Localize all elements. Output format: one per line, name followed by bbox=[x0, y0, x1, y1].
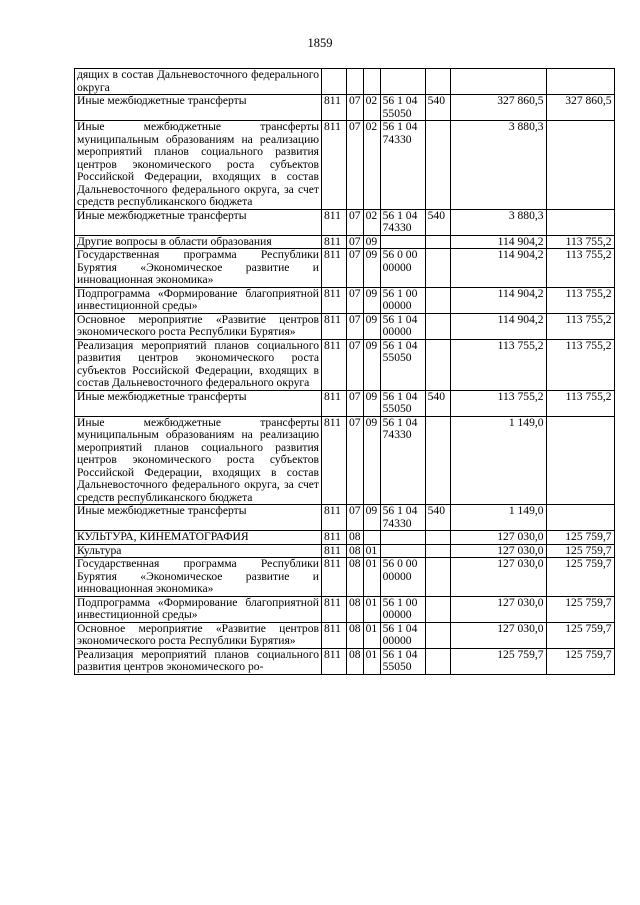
section-code-cell: 07 bbox=[347, 209, 364, 235]
row-name-cell: Иные межбюджетные трансферты bbox=[75, 209, 322, 235]
section-code-cell: 08 bbox=[347, 648, 364, 674]
expense-type-cell bbox=[425, 531, 450, 545]
amount-year1-cell: 114 904,2 bbox=[450, 235, 546, 249]
expense-type-cell: 540 bbox=[425, 390, 450, 416]
amount-year1-cell: 3 880,3 bbox=[450, 209, 546, 235]
subsection-code-cell bbox=[363, 69, 380, 95]
admin-code-cell: 811 bbox=[322, 339, 347, 390]
target-article-cell: 56 0 00 00000 bbox=[380, 249, 425, 288]
row-name-cell: Государственная программа Республики Бурятия «Экономическое развитие и инновационная экономика» bbox=[75, 558, 322, 597]
row-name-cell: Иные межбюджетные трансферты муниципальным образованиям на реализацию мероприятий планов социального развития центров экономического роста субъектов Российской Федерации, входящих в состав Дальневосточного федерального округа, за счет средств республиканского бюджета bbox=[75, 121, 322, 210]
expense-type-cell: 540 bbox=[425, 95, 450, 121]
table-row bbox=[75, 505, 615, 531]
target-article-cell: 56 1 04 74330 bbox=[380, 121, 425, 210]
table-row bbox=[75, 390, 615, 416]
expense-type-cell: 540 bbox=[425, 209, 450, 235]
budget-table bbox=[74, 68, 615, 675]
section-code-cell: 07 bbox=[347, 313, 364, 339]
expense-type-cell bbox=[425, 121, 450, 210]
row-name-cell: Иные межбюджетные трансферты муниципальным образованиям на реализацию мероприятий планов социального развития центров экономического роста субъектов Российской Федерации, входящих в состав Дальневосточного федерального округа, за счет средств республиканского бюджета bbox=[75, 416, 322, 505]
row-name-cell: дящих в состав Дальневосточного федерального округа bbox=[75, 69, 322, 95]
amount-year2-cell: 113 755,2 bbox=[546, 287, 614, 313]
target-article-cell: 56 1 04 74330 bbox=[380, 209, 425, 235]
row-name-cell: Основное мероприятие «Развитие центров экономического роста Республики Бурятия» bbox=[75, 622, 322, 648]
table-row bbox=[75, 544, 615, 558]
target-article-cell bbox=[380, 235, 425, 249]
admin-code-cell: 811 bbox=[322, 648, 347, 674]
subsection-code-cell: 01 bbox=[363, 596, 380, 622]
amount-year2-cell bbox=[546, 416, 614, 505]
expense-type-cell bbox=[425, 313, 450, 339]
expense-type-cell bbox=[425, 249, 450, 288]
amount-year1-cell: 114 904,2 bbox=[450, 249, 546, 288]
amount-year2-cell: 125 759,7 bbox=[546, 544, 614, 558]
amount-year1-cell: 127 030,0 bbox=[450, 558, 546, 597]
admin-code-cell: 811 bbox=[322, 287, 347, 313]
section-code-cell: 07 bbox=[347, 287, 364, 313]
row-name-cell: Иные межбюджетные трансферты bbox=[75, 390, 322, 416]
section-code-cell: 08 bbox=[347, 622, 364, 648]
target-article-cell: 56 1 04 00000 bbox=[380, 313, 425, 339]
table-row bbox=[75, 209, 615, 235]
admin-code-cell: 811 bbox=[322, 531, 347, 545]
subsection-code-cell: 02 bbox=[363, 95, 380, 121]
expense-type-cell bbox=[425, 558, 450, 597]
target-article-cell: 56 1 04 55050 bbox=[380, 339, 425, 390]
expense-type-cell: 540 bbox=[425, 505, 450, 531]
admin-code-cell: 811 bbox=[322, 249, 347, 288]
subsection-code-cell: 09 bbox=[363, 235, 380, 249]
target-article-cell: 56 1 04 00000 bbox=[380, 622, 425, 648]
admin-code-cell: 811 bbox=[322, 505, 347, 531]
amount-year2-cell: 113 755,2 bbox=[546, 249, 614, 288]
target-article-cell: 56 0 00 00000 bbox=[380, 558, 425, 597]
section-code-cell: 08 bbox=[347, 531, 364, 545]
admin-code-cell: 811 bbox=[322, 596, 347, 622]
table-row bbox=[75, 121, 615, 210]
expense-type-cell bbox=[425, 416, 450, 505]
subsection-code-cell: 09 bbox=[363, 313, 380, 339]
table-row bbox=[75, 69, 615, 95]
section-code-cell: 07 bbox=[347, 249, 364, 288]
row-name-cell: Подпрограмма «Формирование благоприятной инвестиционной среды» bbox=[75, 287, 322, 313]
row-name-cell: Иные межбюджетные трансферты bbox=[75, 95, 322, 121]
subsection-code-cell: 01 bbox=[363, 558, 380, 597]
amount-year2-cell: 125 759,7 bbox=[546, 558, 614, 597]
admin-code-cell: 811 bbox=[322, 121, 347, 210]
amount-year1-cell: 127 030,0 bbox=[450, 622, 546, 648]
amount-year1-cell: 3 880,3 bbox=[450, 121, 546, 210]
expense-type-cell bbox=[425, 235, 450, 249]
table-row bbox=[75, 416, 615, 505]
page-number: 1859 bbox=[307, 36, 333, 50]
amount-year1-cell: 127 030,0 bbox=[450, 544, 546, 558]
section-code-cell: 07 bbox=[347, 390, 364, 416]
row-name-cell: Реализация мероприятий планов социального развития центров экономического роста субъектов Российской Федерации, входящих в состав Дальневосточного федерального округа bbox=[75, 339, 322, 390]
target-article-cell bbox=[380, 544, 425, 558]
expense-type-cell bbox=[425, 287, 450, 313]
subsection-code-cell: 09 bbox=[363, 249, 380, 288]
section-code-cell: 08 bbox=[347, 558, 364, 597]
section-code-cell: 07 bbox=[347, 505, 364, 531]
table-row bbox=[75, 596, 615, 622]
amount-year2-cell bbox=[546, 209, 614, 235]
subsection-code-cell: 02 bbox=[363, 121, 380, 210]
amount-year1-cell: 127 030,0 bbox=[450, 531, 546, 545]
subsection-code-cell: 01 bbox=[363, 648, 380, 674]
subsection-code-cell: 09 bbox=[363, 390, 380, 416]
amount-year1-cell: 127 030,0 bbox=[450, 596, 546, 622]
row-name-cell: Реализация мероприятий планов социального развития центров экономического ро- bbox=[75, 648, 322, 674]
table-row bbox=[75, 313, 615, 339]
target-article-cell: 56 1 00 00000 bbox=[380, 596, 425, 622]
expense-type-cell bbox=[425, 544, 450, 558]
target-article-cell: 56 1 04 74330 bbox=[380, 505, 425, 531]
admin-code-cell: 811 bbox=[322, 235, 347, 249]
amount-year1-cell: 125 759,7 bbox=[450, 648, 546, 674]
table-row bbox=[75, 558, 615, 597]
admin-code-cell: 811 bbox=[322, 209, 347, 235]
amount-year2-cell: 125 759,7 bbox=[546, 648, 614, 674]
amount-year2-cell bbox=[546, 121, 614, 210]
amount-year1-cell bbox=[450, 69, 546, 95]
amount-year2-cell: 113 755,2 bbox=[546, 339, 614, 390]
section-code-cell: 08 bbox=[347, 596, 364, 622]
amount-year1-cell: 327 860,5 bbox=[450, 95, 546, 121]
row-name-cell: Подпрограмма «Формирование благоприятной инвестиционной среды» bbox=[75, 596, 322, 622]
section-code-cell: 07 bbox=[347, 95, 364, 121]
subsection-code-cell: 09 bbox=[363, 505, 380, 531]
table-row bbox=[75, 235, 615, 249]
amount-year2-cell: 125 759,7 bbox=[546, 531, 614, 545]
amount-year1-cell: 1 149,0 bbox=[450, 416, 546, 505]
amount-year2-cell: 113 755,2 bbox=[546, 235, 614, 249]
expense-type-cell bbox=[425, 339, 450, 390]
target-article-cell bbox=[380, 69, 425, 95]
row-name-cell: Государственная программа Республики Бурятия «Экономическое развитие и инновационная экономика» bbox=[75, 249, 322, 288]
admin-code-cell bbox=[322, 69, 347, 95]
row-name-cell: КУЛЬТУРА, КИНЕМАТОГРАФИЯ bbox=[75, 531, 322, 545]
target-article-cell: 56 1 04 55050 bbox=[380, 390, 425, 416]
subsection-code-cell: 09 bbox=[363, 416, 380, 505]
section-code-cell: 07 bbox=[347, 121, 364, 210]
subsection-code-cell: 09 bbox=[363, 287, 380, 313]
amount-year1-cell: 113 755,2 bbox=[450, 390, 546, 416]
amount-year2-cell: 125 759,7 bbox=[546, 596, 614, 622]
expense-type-cell bbox=[425, 622, 450, 648]
table-row bbox=[75, 531, 615, 545]
table-row bbox=[75, 339, 615, 390]
admin-code-cell: 811 bbox=[322, 416, 347, 505]
subsection-code-cell: 01 bbox=[363, 544, 380, 558]
admin-code-cell: 811 bbox=[322, 95, 347, 121]
amount-year2-cell: 125 759,7 bbox=[546, 622, 614, 648]
target-article-cell bbox=[380, 531, 425, 545]
admin-code-cell: 811 bbox=[322, 558, 347, 597]
table-row bbox=[75, 287, 615, 313]
expense-type-cell bbox=[425, 648, 450, 674]
admin-code-cell: 811 bbox=[322, 622, 347, 648]
subsection-code-cell: 01 bbox=[363, 622, 380, 648]
admin-code-cell: 811 bbox=[322, 390, 347, 416]
section-code-cell bbox=[347, 69, 364, 95]
section-code-cell: 08 bbox=[347, 544, 364, 558]
amount-year1-cell: 114 904,2 bbox=[450, 287, 546, 313]
table-row bbox=[75, 95, 615, 121]
expense-type-cell bbox=[425, 596, 450, 622]
row-name-cell: Культура bbox=[75, 544, 322, 558]
row-name-cell: Иные межбюджетные трансферты bbox=[75, 505, 322, 531]
target-article-cell: 56 1 04 55050 bbox=[380, 95, 425, 121]
budget-table-body bbox=[75, 69, 615, 675]
section-code-cell: 07 bbox=[347, 235, 364, 249]
table-row bbox=[75, 622, 615, 648]
table-row bbox=[75, 648, 615, 674]
amount-year1-cell: 1 149,0 bbox=[450, 505, 546, 531]
section-code-cell: 07 bbox=[347, 339, 364, 390]
target-article-cell: 56 1 04 55050 bbox=[380, 648, 425, 674]
amount-year1-cell: 114 904,2 bbox=[450, 313, 546, 339]
amount-year2-cell: 113 755,2 bbox=[546, 390, 614, 416]
amount-year2-cell: 113 755,2 bbox=[546, 313, 614, 339]
target-article-cell: 56 1 04 74330 bbox=[380, 416, 425, 505]
subsection-code-cell: 02 bbox=[363, 209, 380, 235]
expense-type-cell bbox=[425, 69, 450, 95]
row-name-cell: Основное мероприятие «Развитие центров экономического роста Республики Бурятия» bbox=[75, 313, 322, 339]
amount-year2-cell bbox=[546, 505, 614, 531]
subsection-code-cell bbox=[363, 531, 380, 545]
subsection-code-cell: 09 bbox=[363, 339, 380, 390]
amount-year1-cell: 113 755,2 bbox=[450, 339, 546, 390]
section-code-cell: 07 bbox=[347, 416, 364, 505]
table-row bbox=[75, 249, 615, 288]
amount-year2-cell: 327 860,5 bbox=[546, 95, 614, 121]
amount-year2-cell bbox=[546, 69, 614, 95]
row-name-cell: Другие вопросы в области образования bbox=[75, 235, 322, 249]
target-article-cell: 56 1 00 00000 bbox=[380, 287, 425, 313]
admin-code-cell: 811 bbox=[322, 544, 347, 558]
admin-code-cell: 811 bbox=[322, 313, 347, 339]
